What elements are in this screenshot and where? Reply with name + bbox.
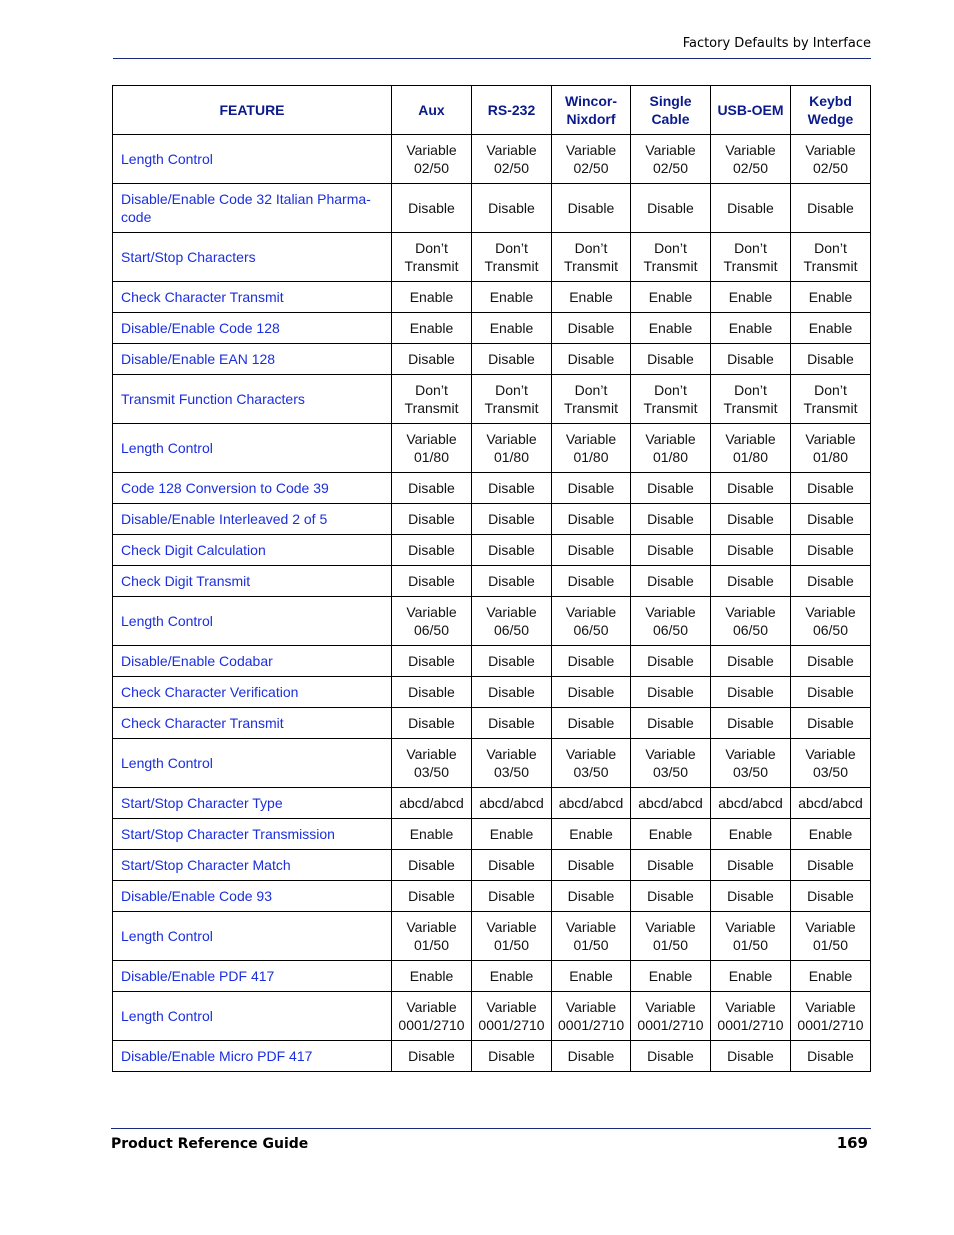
default-value-cell: Disable [552,850,631,881]
default-value-cell: Disable [392,1041,472,1072]
default-value-cell: Disable [392,850,472,881]
default-value-cell: Disable [711,184,791,233]
default-value-cell: abcd/abcd [472,788,552,819]
default-value-cell: abcd/abcd [631,788,711,819]
default-value-cell: Disable [711,566,791,597]
page-number: 169 [836,1134,868,1152]
feature-link[interactable]: Disable/Enable Interleaved 2 of 5 [113,504,392,535]
default-value-cell: Disable [392,708,472,739]
default-value-cell: Disable [631,646,711,677]
feature-link[interactable]: Start/Stop Character Transmission [113,819,392,850]
table-row [113,597,871,646]
default-value-cell: Disable [552,313,631,344]
default-value-cell: Enable [392,819,472,850]
default-value-cell: Disable [791,646,871,677]
default-value-cell: Enable [472,961,552,992]
table-row [113,135,871,184]
default-value-cell: Variable 06/50 [791,597,871,646]
default-value-cell: Disable [711,646,791,677]
default-value-cell: Don’t Transmit [472,233,552,282]
default-value-cell: Disable [472,473,552,504]
default-value-cell: Variable 06/50 [472,597,552,646]
feature-link[interactable]: Disable/Enable Code 93 [113,881,392,912]
table-row [113,1041,871,1072]
default-value-cell: Disable [631,881,711,912]
default-value-cell: Variable 0001/2710 [552,992,631,1041]
default-value-cell: Variable 01/80 [392,424,472,473]
default-value-cell: Variable 01/50 [472,912,552,961]
default-value-cell: Disable [392,646,472,677]
default-value-cell: Variable 0001/2710 [392,992,472,1041]
default-value-cell: Variable 02/50 [791,135,871,184]
default-value-cell: Disable [552,646,631,677]
default-value-cell: Disable [552,708,631,739]
table-header-row [113,86,871,135]
default-value-cell: Variable 03/50 [392,739,472,788]
footer-guide-title: Product Reference Guide [111,1136,309,1152]
default-value-cell: Disable [631,504,711,535]
default-value-cell: Variable 01/50 [392,912,472,961]
default-value-cell: Disable [392,881,472,912]
table-body [113,135,871,1072]
default-value-cell: Don’t Transmit [392,233,472,282]
feature-link[interactable]: Length Control [113,739,392,788]
default-value-cell: Disable [631,1041,711,1072]
default-value-cell: Disable [711,850,791,881]
default-value-cell: Enable [392,961,472,992]
default-value-cell: Disable [791,504,871,535]
default-value-cell: Disable [392,677,472,708]
default-value-cell: Disable [552,344,631,375]
default-value-cell: Disable [472,677,552,708]
default-value-cell: Disable [472,504,552,535]
default-value-cell: Disable [791,473,871,504]
table-row [113,992,871,1041]
default-value-cell: Enable [552,961,631,992]
feature-link[interactable]: Length Control [113,135,392,184]
default-value-cell: Variable 03/50 [631,739,711,788]
feature-link[interactable]: Length Control [113,597,392,646]
column-header-interface: Wincor- Nixdorf [552,86,631,135]
default-value-cell: Enable [791,313,871,344]
table-row [113,788,871,819]
default-value-cell: Don’t Transmit [791,233,871,282]
default-value-cell: Disable [711,473,791,504]
default-value-cell: abcd/abcd [392,788,472,819]
default-value-cell: Disable [791,566,871,597]
default-value-cell: Disable [631,344,711,375]
table-row [113,473,871,504]
table-row [113,850,871,881]
column-header-interface: Aux [392,86,472,135]
default-value-cell: Variable 0001/2710 [472,992,552,1041]
default-value-cell: Don’t Transmit [791,375,871,424]
default-value-cell: Disable [552,881,631,912]
feature-link[interactable]: Length Control [113,912,392,961]
default-value-cell: Variable 03/50 [472,739,552,788]
default-value-cell: Disable [472,850,552,881]
default-value-cell: Variable 06/50 [552,597,631,646]
default-value-cell: abcd/abcd [791,788,871,819]
default-value-cell: Enable [472,313,552,344]
default-value-cell: Variable 02/50 [392,135,472,184]
running-header: Factory Defaults by Interface [682,36,871,51]
default-value-cell: Disable [631,850,711,881]
default-value-cell: Disable [711,1041,791,1072]
table-row [113,677,871,708]
column-header-interface: Single Cable [631,86,711,135]
table-row [113,424,871,473]
default-value-cell: Disable [711,535,791,566]
feature-link[interactable]: Check Digit Transmit [113,566,392,597]
default-value-cell: Variable 01/80 [472,424,552,473]
default-value-cell: Variable 01/50 [552,912,631,961]
default-value-cell: Enable [392,313,472,344]
default-value-cell: Enable [631,819,711,850]
default-value-cell: Variable 02/50 [472,135,552,184]
default-value-cell: Disable [631,708,711,739]
table-row [113,739,871,788]
table-row [113,535,871,566]
default-value-cell: Disable [791,344,871,375]
table-row [113,881,871,912]
table-row [113,961,871,992]
default-value-cell: Enable [631,961,711,992]
table-row [113,819,871,850]
feature-link[interactable]: Disable/Enable Code 32 Italian Pharma- code [113,184,392,233]
table-row [113,566,871,597]
default-value-cell: Disable [472,566,552,597]
default-value-cell: Variable 02/50 [631,135,711,184]
feature-link[interactable]: Transmit Function Characters [113,375,392,424]
default-value-cell: Variable 01/80 [711,424,791,473]
default-value-cell: Disable [711,881,791,912]
default-value-cell: abcd/abcd [552,788,631,819]
default-value-cell: Disable [472,184,552,233]
default-value-cell: Variable 03/50 [552,739,631,788]
feature-link[interactable]: Check Character Transmit [113,282,392,313]
default-value-cell: Disable [472,708,552,739]
column-header-interface: USB-OEM [711,86,791,135]
default-value-cell: Don’t Transmit [711,233,791,282]
default-value-cell: Enable [711,961,791,992]
table-row [113,313,871,344]
feature-link[interactable]: Start/Stop Character Match [113,850,392,881]
default-value-cell: Disable [392,344,472,375]
default-value-cell: Disable [552,566,631,597]
footer-rule [111,1128,871,1129]
feature-link[interactable]: Start/Stop Characters [113,233,392,282]
column-header-interface: Keybd Wedge [791,86,871,135]
default-value-cell: Variable 06/50 [711,597,791,646]
feature-link[interactable]: Disable/Enable Micro PDF 417 [113,1041,392,1072]
default-value-cell: Disable [791,850,871,881]
default-value-cell: Variable 06/50 [631,597,711,646]
default-value-cell: Enable [472,819,552,850]
default-value-cell: Variable 02/50 [552,135,631,184]
table-row [113,282,871,313]
default-value-cell: Variable 01/80 [552,424,631,473]
table-row [113,912,871,961]
default-value-cell: Don’t Transmit [631,375,711,424]
default-value-cell: Enable [791,282,871,313]
default-value-cell: Disable [631,677,711,708]
table-row [113,646,871,677]
default-value-cell: Disable [711,677,791,708]
default-value-cell: Disable [631,566,711,597]
default-value-cell: Disable [711,344,791,375]
feature-link[interactable]: Disable/Enable EAN 128 [113,344,392,375]
default-value-cell: Disable [392,566,472,597]
default-value-cell: Disable [392,535,472,566]
default-value-cell: Enable [791,961,871,992]
default-value-cell: Disable [631,184,711,233]
default-value-cell: Don’t Transmit [552,233,631,282]
default-value-cell: Don’t Transmit [552,375,631,424]
default-value-cell: Don’t Transmit [392,375,472,424]
default-value-cell: Variable 0001/2710 [711,992,791,1041]
default-value-cell: Enable [552,819,631,850]
default-value-cell: Disable [552,535,631,566]
default-value-cell: Don’t Transmit [472,375,552,424]
default-value-cell: Disable [392,184,472,233]
default-value-cell: Disable [472,881,552,912]
default-value-cell: Disable [791,1041,871,1072]
feature-link[interactable]: Length Control [113,424,392,473]
default-value-cell: Disable [791,677,871,708]
default-value-cell: Disable [791,881,871,912]
feature-link[interactable]: Check Digit Calculation [113,535,392,566]
feature-link[interactable]: Length Control [113,992,392,1041]
default-value-cell: Disable [472,646,552,677]
feature-link[interactable]: Disable/Enable Codabar [113,646,392,677]
default-value-cell: Variable 01/50 [711,912,791,961]
default-value-cell: Enable [552,282,631,313]
default-value-cell: Disable [472,535,552,566]
feature-link[interactable]: Disable/Enable Code 128 [113,313,392,344]
feature-link[interactable]: Code 128 Conversion to Code 39 [113,473,392,504]
default-value-cell: Disable [552,504,631,535]
default-value-cell: Disable [392,504,472,535]
default-value-cell: Disable [791,535,871,566]
default-value-cell: Disable [711,708,791,739]
default-value-cell: Disable [472,1041,552,1072]
default-value-cell: Variable 01/50 [631,912,711,961]
default-value-cell: Disable [552,677,631,708]
feature-link[interactable]: Check Character Verification [113,677,392,708]
default-value-cell: Disable [472,344,552,375]
default-value-cell: Variable 0001/2710 [631,992,711,1041]
default-value-cell: Enable [711,282,791,313]
default-value-cell: Variable 01/80 [791,424,871,473]
default-value-cell: Enable [711,819,791,850]
default-value-cell: Variable 03/50 [791,739,871,788]
default-value-cell: Disable [791,184,871,233]
table-row [113,708,871,739]
default-value-cell: Disable [631,473,711,504]
feature-link[interactable]: Check Character Transmit [113,708,392,739]
default-value-cell: Enable [631,313,711,344]
table-row [113,504,871,535]
default-value-cell: Variable 01/80 [631,424,711,473]
default-value-cell: Enable [711,313,791,344]
default-value-cell: Enable [791,819,871,850]
default-value-cell: Enable [472,282,552,313]
table-row [113,233,871,282]
default-value-cell: Enable [631,282,711,313]
default-value-cell: abcd/abcd [711,788,791,819]
column-header-feature: FEATURE [113,86,392,135]
default-value-cell: Disable [631,535,711,566]
default-value-cell: Variable 01/50 [791,912,871,961]
default-value-cell: Don’t Transmit [631,233,711,282]
default-value-cell: Disable [392,473,472,504]
feature-link[interactable]: Disable/Enable PDF 417 [113,961,392,992]
factory-defaults-table [112,85,871,1072]
table-row [113,184,871,233]
header-rule [113,58,871,59]
default-value-cell: Disable [552,473,631,504]
default-value-cell: Variable 06/50 [392,597,472,646]
default-value-cell: Disable [552,184,631,233]
table-row [113,375,871,424]
default-value-cell: Disable [791,708,871,739]
default-value-cell: Disable [552,1041,631,1072]
default-value-cell: Variable 0001/2710 [791,992,871,1041]
default-value-cell: Disable [711,504,791,535]
table-row [113,344,871,375]
default-value-cell: Enable [392,282,472,313]
column-header-interface: RS-232 [472,86,552,135]
feature-link[interactable]: Start/Stop Character Type [113,788,392,819]
default-value-cell: Variable 03/50 [711,739,791,788]
default-value-cell: Variable 02/50 [711,135,791,184]
default-value-cell: Don’t Transmit [711,375,791,424]
